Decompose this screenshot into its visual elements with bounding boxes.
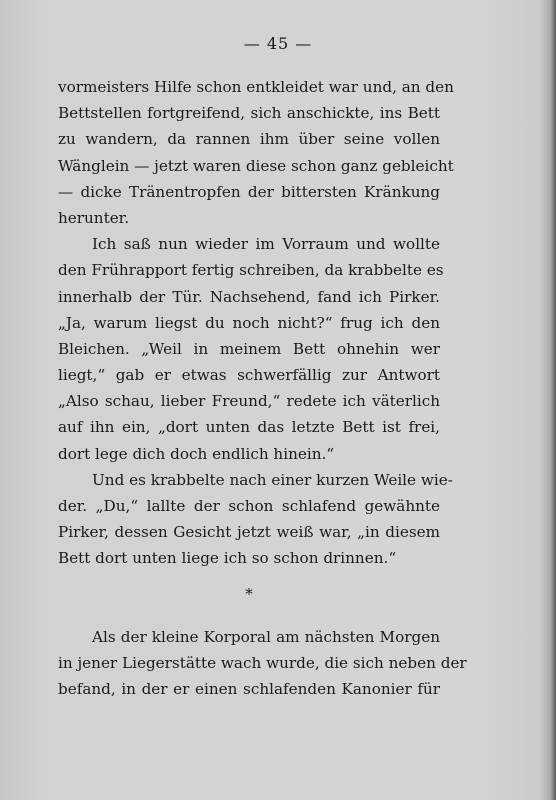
text-line: „Also schau, lieber Freund,“ redete ich väterlich: [58, 392, 440, 411]
text-line: befand, in der er einen schlafenden Kanonier für: [58, 679, 440, 698]
text-line: vormeisters Hilfe schon entkleidet war und, an den: [58, 78, 454, 96]
text-line: innerhalb der Tür. Nachsehend, fand ich Pirker.: [58, 287, 440, 306]
text-line: zu wandern, da rannen ihm über seine vollen: [58, 130, 440, 149]
text-line: Bett dort unten liege ich so schon drinnen.“: [58, 549, 397, 568]
text-line: den Frührapport fertig schreiben, da krabbelte es: [58, 261, 444, 280]
text-line: in jener Liegerstätte wach wurde, die sich neben der: [58, 653, 467, 672]
text-line: „Ja, warum liegst du noch nicht?“ frug ich den: [58, 313, 440, 332]
text-line: Und es krabbelte nach einer kurzen Weile wie-: [92, 470, 453, 489]
text-line: Bleichen. „Weil in meinem Bett ohnehin wer: [58, 339, 440, 358]
section-separator: *: [245, 584, 253, 603]
text-line: herunter.: [58, 208, 130, 227]
text-line: Ich saß nun wieder im Vorraum und wollte: [92, 235, 440, 254]
page-edge-shadow: [550, 0, 556, 800]
body-text: [58, 74, 467, 702]
text-line: Als der kleine Korporal am nächsten Morgen: [92, 627, 440, 646]
text-line: liegt,“ gab er etwas schwerfällig zur Antwort: [58, 366, 440, 385]
text-line: dort lege dich doch endlich hinein.“: [58, 444, 335, 463]
text-line: — dicke Tränentropfen der bittersten Kränkung: [58, 182, 440, 201]
text-line: Pirker, dessen Gesicht jetzt weiß war, „in diesem: [58, 523, 440, 542]
page-number: — 45 —: [243, 34, 313, 53]
text-line: Wänglein — jetzt waren diese schon ganz gebleicht: [58, 156, 454, 175]
text-line: der. „Du,“ lallte der schon schlafend gewähnte: [58, 497, 440, 515]
text-line: Bettstellen fortgreifend, sich anschickte, ins Bett: [58, 104, 440, 123]
text-line: auf ihn ein, „dort unten das letzte Bett ist frei,: [58, 418, 440, 437]
